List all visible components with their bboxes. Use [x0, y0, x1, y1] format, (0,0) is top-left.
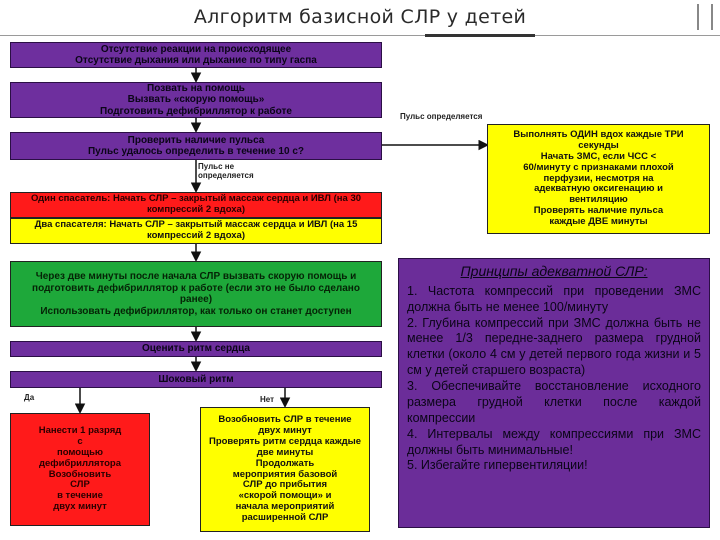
pulse-present-line-3: 60/минуту с признаками плохой — [523, 161, 674, 173]
principle-item-5: 5. Избегайте гипервентиляции! — [407, 458, 588, 473]
check-pulse-line-1: Проверить наличие пульса — [127, 134, 265, 146]
principle-item-4: 4. Интервалы между компрессиями при ЗМС должны быть минимальные! — [407, 426, 701, 457]
check-pulse-box — [10, 132, 382, 160]
shock-line-7: в течение — [57, 490, 103, 502]
pulse-present-line-5: адекватную оксигенацию и — [534, 183, 663, 195]
no-reaction-box — [10, 42, 382, 68]
principle-item-3: 3. Обеспечивайте восстановление исходного размера грудной клетки после каждой компрессии — [407, 379, 701, 425]
pulse-present-line-1: Выполнять ОДИН вдох каждые ТРИ секунды — [513, 128, 684, 151]
shockable-box: Шоковый ритм — [10, 371, 382, 388]
after-two-min-line-2: Использовать дефибриллятор, как только он станет доступен — [40, 305, 352, 317]
resume-cpr-box — [200, 407, 370, 532]
no-note: Нет — [260, 395, 275, 404]
principle-item-1: 1. Частота компрессий при проведении ЗМС должна быть не менее 100/минуту — [407, 283, 701, 314]
shock-line-2: с — [77, 435, 83, 447]
shock-line-4: дефибриллятора — [38, 457, 121, 469]
resume-line-2: Проверять ритм сердца каждые две минуты — [209, 435, 361, 458]
call-help-line-1: Позвать на помощь — [147, 82, 245, 94]
no-reaction-line-2: Отсутствие дыхания или дыхание по типу гаспа — [75, 55, 317, 66]
pulse-present-line-2: Начать ЗМС, если ЧСС < — [540, 150, 657, 162]
shock-line-8: двух минут — [53, 501, 107, 513]
one-rescuer-box: Один спасатель: Начать СЛР – закрытый массаж сердца и ИВЛ (на 30 компрессий 2 вдоха) — [10, 192, 382, 218]
resume-line-4: мероприятия базовой — [232, 468, 338, 480]
resume-line-7: начала мероприятий — [235, 501, 335, 513]
resume-line-1: Возобновить СЛР в течение двух минут — [218, 413, 352, 436]
resume-line-6: «скорой помощи» и — [238, 490, 332, 502]
shock-line-1: Нанести 1 разряд — [38, 424, 122, 436]
assess-rhythm-box: Оценить ритм сердца — [10, 341, 382, 357]
call-help-line-3: Подготовить дефибриллятор к работе — [100, 105, 292, 117]
pulse-present-line-7: Проверять наличие пульса — [533, 205, 664, 217]
two-rescuers-box: Два спасателя: Начать СЛР – закрытый массаж сердца и ИВЛ (на 15 компрессий 2 вдоха) — [10, 218, 382, 244]
resume-line-5: СЛР до прибытия — [242, 479, 328, 491]
after-two-min-box — [10, 261, 382, 327]
shock-box — [10, 413, 150, 526]
shock-line-6: СЛР — [70, 479, 90, 491]
principles-panel — [398, 258, 710, 528]
principles-title: Принципы адекватной СЛР: — [460, 263, 648, 279]
after-two-min-line-1: Через две минуты после начала СЛР вызвать скорую помощь и подготовить дефибриллятор к работе (если это не было сделано ранее) — [32, 271, 360, 305]
yes-note: Да — [24, 393, 35, 402]
resume-line-8: расширенной СЛР — [241, 512, 329, 524]
pulse-present-line-4: перфузии, несмотря на — [543, 172, 654, 184]
page-title: Алгоритм базисной СЛР у детей — [193, 6, 527, 28]
principle-item-2: 2. Глубина компрессий при ЗМС должна быть не менее 1/3 передне-заднего размера грудной клетки (около 4 см у детей первого года жизни и 5 см у детей старшего возраста) — [407, 315, 701, 378]
call-help-box — [10, 82, 382, 118]
pulse-present-line-8: каждые ДВЕ минуты — [549, 216, 648, 228]
shock-line-5: Возобновить — [48, 468, 112, 480]
check-pulse-line-2: Пульс удалось определить в течение 10 с? — [87, 146, 304, 157]
no-reaction-line-1: Отсутствие реакции на происходящее — [100, 43, 292, 55]
pulse-no-note: Пульс не определяется — [198, 162, 254, 180]
pulse-present-line-6: вентиляцию — [569, 194, 628, 206]
pulse-present-box — [487, 124, 710, 234]
shock-line-3: помощью — [56, 446, 104, 458]
resume-line-3: Продолжать — [255, 457, 315, 469]
call-help-line-2: Вызвать «скорую помощь» — [127, 94, 265, 106]
pulse-yes-note: Пульс определяется — [400, 112, 483, 121]
